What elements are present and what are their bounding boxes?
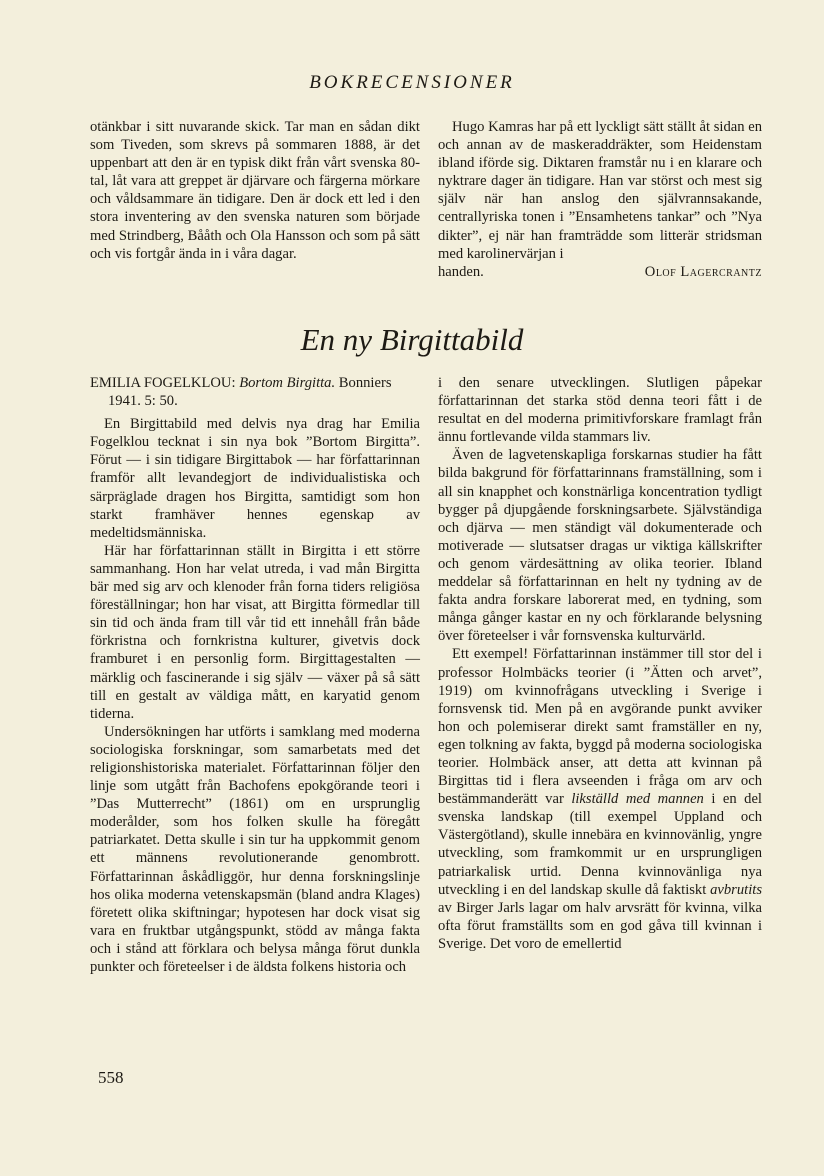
closing-word: handen.: [438, 263, 484, 280]
article-left-column: [90, 374, 420, 976]
reviewer-signature: Olof Lagercrantz: [644, 263, 762, 280]
previous-review-closing-paragraph: Hugo Kamras har på ett lyckligt sätt ställt åt sidan en och annan av de maskeraddräkter, som Heidenstam ibland iförde sig. Diktaren framstår nu i en klarare och nyktrare dager än tidigare. Han var störst och mest sig själv när han anslog den självrannsakande, centrallyriska tonen i ”Ensamhetens tankar” och ”Nya dikter”, ej när han framträdde som litterär stridsman med karolinervärjan i: [438, 119, 762, 262]
article-paragraph: Här har författarinnan ställt in Birgitta i ett större sammanhang. Hon har velat utreda, i vad mån Birgitta bär med sig arv och klenoder från forna tiders religiösa föreställningar; hon har visat, att Birgitta förmedlar till sin tid och ända fram till vår tid ett innehåll från både förkristna och fornkristna kulturer, givetvis dock framburet i en personlig form. Birgittagestalten — märklig och fascinerande i sig själv — växer på så sätt till en gestalt av väldiga mått, en karyatid genom tiderna.: [90, 542, 420, 722]
signature-line: [438, 263, 762, 281]
article-paragraph-example: [438, 645, 762, 953]
bibliographic-entry: [90, 374, 420, 410]
article-paragraph: Undersökningen har utförts i samklang med moderna sociologiska forskningar, som samarbetats med det religionshistoriska materialet. Författarinnan följer den linje som utgått från Bachofens epokgörande teori i ”Das Mutterrecht” (1861) om en ursprunglig moderålder, som hos folken skulle ha föregått patriarkatet. Detta skulle i sin tur ha uppkommit genom ett männens revolutionerande genombrott. Författarinnan åskådliggör, hur denna forskningslinje hos olika moderna vetenskapsmän (bland andra Klages) företett olika skiftningar; hypotesen har dock visat sig vara en fruktbar utgångspunkt, stödd av många fakta och i stånd att förklara och belysa många förut dunkla punkter och företeelser i de äldsta folkens historia och: [90, 723, 420, 975]
book-author: EMILIA FOGELKLOU:: [90, 375, 236, 391]
emphasis-text: likställd med mannen: [571, 791, 704, 808]
previous-review-paragraph: otänkbar i sitt nuvarande skick. Tar man en sådan dikt som Tiveden, som skrevs på sommaren 1888, är det uppenbart att den är en typisk dikt från vårt svenska 80-tal, låt vara att greppet är djärvare och färgerna mörkare och våldsammare än tidigare. Den är dock ett led i den stora inventering av den svenska naturen som började med Strindberg, Bååth och Ola Hansson och som på sätt och vis fortgår ända in i våra dagar.: [90, 119, 420, 262]
article-paragraph: i den senare utvecklingen. Slutligen påpekar författarinnan det starka stöd denna teori fått i de resultat en del moderna primitivforskare framlagt från ännu fortlevande vilda stammars liv.: [438, 375, 762, 446]
article-paragraph: Även de lagvetenskapliga forskarnas studier ha fått bilda bakgrund för författarinnans framställning, som i all sin knapphet och konstnärliga koncentration tydligt bygger på djupgående forskningsarbete. Självständiga och djärva — men ständigt väl dokumenterade och motiverade — slutsatser dragas ur viktiga källskrifter och genom värdesättning av olika teorier. Ibland meddelar så författarinnan en helt ny tydning av de fakta andra forskare laborerat med, en tydning, som många gånger kastar en ny och förklarande belysning över företeelser i vår fornsvenska kulturvärld.: [438, 447, 762, 645]
running-head: BOKRECENSIONER: [309, 72, 515, 93]
article-title: En ny Birgittabild: [300, 322, 524, 357]
paragraph-text: av Birger Jarls lagar om halv arvsrätt för kvinna, vilka ofta förut framställts som en god gåva till kvinnan i Sverige. Det voro de emellertid: [438, 899, 762, 952]
book-publication: Bonniers 1941. 5: 50.: [108, 375, 392, 410]
paragraph-text: Ett exempel! Författarinnan instämmer till stor del i professor Holmbäcks teorier (i ”Ätten och arvet”, 1919) om kvinnofrågans utveckling i Sverige i fornsvensk tid. Men på en avgörande punkt avviker hon och polemiserar direkt samt framställer en ny, egen tolkning av fakta, byggd på moderna sociologiska teorier. Holmbäck anser, att detta att kvinnan på Birgittas tid i flera avseenden i fråga om arv och bestämmanderätt var: [438, 646, 762, 808]
page-number: 558: [98, 1068, 124, 1087]
paragraph-text: i en del svenska landskap (till exempel Uppland och Västergötland), skulle innebära en kvinnovänlig, yngre utveckling, som framkommit ur en ursprungligen patriarkalisk urtid. Denna kvinnovänliga nya utveckling i en del landskap skulle då faktiskt: [438, 791, 762, 898]
previous-review-right-column: [438, 118, 762, 281]
article-right-column: [438, 374, 762, 953]
previous-review-left-column: [90, 118, 420, 263]
book-title: Bortom Birgitta.: [239, 375, 336, 391]
article-paragraph: En Birgittabild med delvis nya drag har Emilia Fogelklou tecknat i sin nya bok ”Bortom Birgitta”. Förut — i sin tidigare Birgittabok — har författarinnan framför allt levandegjort de individualistiska och särpräglade dragen hos Birgitta, samtidigt som hon starkt framhäver hennes egenskap av medeltidsmänniska.: [90, 416, 420, 541]
emphasis-text: avbrutits: [710, 881, 762, 898]
